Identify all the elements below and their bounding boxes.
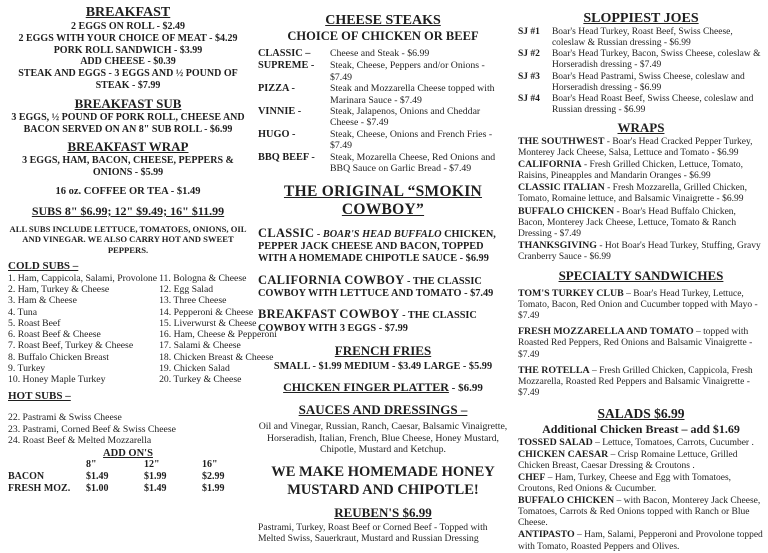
sloppy-joe-item — [518, 49, 764, 71]
sloppy-joe-number: SJ #2 — [517, 49, 540, 60]
french-fries-sizes: SMALL - $1.99 MEDIUM - $3.49 LARGE - $5.99 — [273, 361, 493, 373]
subs-prices-line: SUBS 8" $6.99; 12" $9.49; 16" $11.99 — [31, 203, 225, 218]
add-ons-size-header: 16" — [202, 459, 218, 471]
sloppy-joe-number: SJ #3 — [517, 71, 540, 82]
specialty-name: TOM'S TURKEY CLUB — [517, 288, 624, 300]
add-ons-size-header: 8" — [86, 459, 97, 471]
hot-sub-item: 23. Pastrami, Corned Beef & Swiss Cheese — [8, 423, 176, 435]
cold-sub-item: 2. Ham, Turkey & Cheese — [8, 284, 110, 296]
wrap-item — [518, 159, 764, 182]
hot-subs-list — [8, 412, 248, 446]
hot-sub-item: 22. Pastrami & Swiss Cheese — [8, 412, 122, 424]
salad-item — [518, 472, 764, 495]
cold-sub-item: 3. Ham & Cheese — [8, 295, 77, 307]
breakfast-item: ADD CHEESE - $0.39 — [80, 56, 176, 68]
cheese-steak-name: BBQ BEEF - — [258, 151, 315, 163]
cheese-steak-name: PIZZA - — [258, 83, 295, 95]
cold-sub-item: 11. Bologna & Cheese — [159, 272, 247, 284]
cold-subs-title: COLD SUBS – — [8, 259, 79, 272]
cheese-steak-desc: Steak and Mozzarella Cheese topped with Marinara Sauce - $7.49 — [330, 83, 495, 106]
cold-sub-item: 15. Liverwurst & Cheese — [159, 317, 257, 329]
sloppy-joe-desc: Boar's Head Turkey, Bacon, Swiss Cheese, coleslaw & Horseradish dressing - $7.49 — [551, 49, 761, 71]
cheese-steak-desc: Cheese and Steak - $6.99 — [330, 48, 430, 60]
cold-sub-item: 9. Turkey — [8, 362, 46, 374]
breakfast-wrap-section — [8, 140, 248, 179]
breakfast-item: PORK ROLL SANDWICH - $3.99 — [53, 44, 203, 56]
cowboy-item — [258, 226, 508, 266]
cowboy-item — [258, 307, 508, 335]
wrap-item — [518, 182, 764, 205]
reubens-desc: Pastrami, Turkey, Roast Beef or Corned Beef - Topped with Melted Swiss, Sauerkraut, Mustard and Russian Dressing — [258, 521, 488, 545]
cheese-steak-desc: Steak, Cheese, Onions and French Fries - $7.49 — [330, 128, 493, 152]
salads-title: SALADS $6.99 — [597, 406, 685, 422]
cheese-steaks-title: CHEESE STEAKS — [325, 13, 441, 28]
breakfast-wrap-desc: 3 EGGS, HAM, BACON, CHEESE, PEPPERS & ONIONS - $5.99 — [22, 155, 234, 179]
cowboy-item-desc: - THE CLASSIC COWBOY WITH 3 EGGS - $7.99 — [258, 310, 477, 334]
cheese-steak-desc: Steak, Mozarella Cheese, Red Onions and BBQ Sauce on Garlic Bread - $7.49 — [330, 151, 496, 175]
cowboy-list — [258, 226, 508, 335]
breakfast-wrap-title: BREAKFAST WRAP — [67, 139, 189, 155]
wrap-desc: - Hot Boar's Head Turkey, Stuffing, Gravy Cranberry Sauce - $6.99 — [517, 240, 761, 262]
breakfast-item: STEAK AND EGGS - 3 EGGS AND ½ POUND OF STEAK - $7.99 — [18, 68, 238, 92]
cold-sub-item: 5. Roast Beef — [8, 317, 61, 329]
column-cheesesteaks — [258, 5, 508, 553]
wrap-desc: - Boar's Head Buffalo Chicken, Bacon, Monterey Jack Cheese, Lettuce, Tomato & Ranch Dressing - $7.49 — [517, 206, 737, 239]
chicken-finger-title: CHICKEN FINGER PLATTER — [283, 380, 449, 395]
cheese-steaks-list — [258, 48, 508, 175]
sloppy-joe-desc: Boar's Head Roast Beef, Swiss Cheese, coleslaw and Russian dressing - $6.99 — [551, 93, 754, 115]
cheese-steak-name: HUGO - — [258, 128, 296, 140]
wrap-name: BUFFALO CHICKEN — [517, 205, 615, 217]
sloppy-joe-number: SJ #1 — [517, 27, 540, 38]
specialty-item — [518, 365, 764, 399]
smokin-cowboy-title: THE ORIGINAL “SMOKIN COWBOY” — [283, 182, 483, 218]
add-on-price-8: $1.00 — [86, 483, 109, 495]
cowboy-item-desc: - THE CLASSIC COWBOY WITH LETTUCE AND TOMATO - $7.49 — [258, 275, 494, 300]
sloppy-joe-item — [518, 72, 764, 94]
cowboy-item-name: CLASSIC — [258, 225, 315, 240]
wrap-item — [518, 206, 764, 240]
sauces-desc: Oil and Vinegar, Russian, Ranch, Caesar, Balsamic Vinaigrette, Horseradish, Italian, French, Blue Cheese, Honey Mustard, Chipotle, Mustard and Ketchup. — [258, 420, 508, 456]
cold-subs-list — [8, 272, 277, 386]
add-on-price-16: $2.99 — [202, 471, 225, 483]
coffee-line: 16 oz. COFFEE OR TEA - $1.49 — [55, 185, 201, 197]
wraps-list — [518, 136, 764, 263]
add-ons-section — [8, 448, 248, 495]
specialty-desc: – topped with Roasted Red Peppers, Red Onions and Balsamic Vinaigrette - $7.49 — [517, 327, 753, 360]
cheese-steak-item — [258, 48, 508, 60]
cold-sub-item: 13. Three Cheese — [159, 295, 227, 307]
breakfast-sub-title: BREAKFAST SUB — [74, 95, 182, 111]
salad-desc: – Crisp Romaine Lettuce, Grilled Chicken Breast, Caesar Dressing & Croutons . — [517, 449, 738, 471]
sloppy-joe-desc: Boar's Head Pastrami, Swiss Cheese, coleslaw and Horseradish dressing - $6.99 — [551, 71, 745, 93]
cheese-steak-item — [258, 129, 508, 152]
cold-sub-item: 19. Chicken Salad — [159, 362, 230, 374]
cheese-steak-name: VINNIE - — [258, 105, 302, 117]
specialty-item — [518, 288, 764, 322]
salad-name: TOSSED SALAD — [517, 436, 593, 448]
cowboy-item-desc: CHICKEN, PEPPER JACK CHEESE AND BACON, TOPPED WITH A HOMEMADE CHIPOTLE SAUCE - $6.99 — [258, 228, 496, 265]
salad-item — [518, 529, 764, 552]
cheese-steak-item — [258, 83, 508, 106]
cheese-steak-desc: Steak, Jalapenos, Onions and Cheddar Cheese - $7.49 — [330, 105, 481, 129]
cheese-steak-item — [258, 60, 508, 83]
add-on-label: FRESH MOZ. — [8, 483, 71, 495]
breakfast-sub-section — [8, 97, 248, 136]
cheese-steak-desc: Steak, Cheese, Peppers and/or Onions - $7.49 — [330, 60, 485, 83]
sloppy-joe-number: SJ #4 — [517, 93, 540, 104]
sloppy-joe-item — [518, 94, 764, 116]
sloppiest-joes-list — [518, 27, 764, 116]
add-ons-rows — [8, 471, 248, 495]
reubens-title: REUBEN'S $6.99 — [334, 504, 432, 520]
subs-note: ALL SUBS INCLUDE LETTUCE, TOMATOES, ONIONS, OIL AND VINEGAR. WE ALSO CARRY HOT AND SWEET PEPPERS. — [9, 223, 247, 255]
hot-sub-item: 24. Roast Beef & Melted Mozzarella — [8, 434, 152, 446]
cold-sub-item: 1. Ham, Cappicola, Salami, Provolone — [8, 272, 158, 284]
add-ons-table — [8, 459, 248, 471]
sloppy-joe-item — [518, 27, 764, 49]
add-on-price-12: $1.49 — [144, 483, 167, 495]
salad-name: ANTIPASTO — [517, 529, 575, 541]
cold-sub-item: 18. Chicken Breast & Cheese — [159, 351, 274, 363]
specialty-list — [518, 288, 764, 399]
cold-sub-item: 8. Buffalo Chicken Breast — [8, 351, 109, 363]
specialty-desc: – Boar's Head Turkey, Lettuce, Tomato, Bacon, Red Onion and Cucumber topped with Mayo - $7.49 — [517, 289, 758, 322]
cold-sub-item: 12. Egg Salad — [159, 284, 214, 296]
cheese-steak-name: SUPREME - — [258, 60, 315, 72]
cold-sub-item: 14. Pepperoni & Cheese — [159, 306, 254, 318]
chicken-finger-platter — [258, 380, 508, 395]
cheese-steak-item — [258, 152, 508, 175]
breakfast-sub-desc: 3 EGGS, ½ POUND OF PORK ROLL, CHEESE AND BACON SERVED ON AN 8" SUB ROLL - $6.99 — [11, 111, 245, 135]
specialty-name: FRESH MOZZARELLA AND TOMATO — [517, 326, 694, 338]
specialty-name: THE ROTELLA — [517, 364, 590, 376]
wrap-name: THANKSGIVING — [517, 239, 597, 251]
chicken-finger-price: - $6.99 — [448, 382, 483, 395]
cold-sub-item: 10. Honey Maple Turkey — [8, 374, 106, 386]
breakfast-section-title: BREAKFAST — [85, 5, 171, 20]
sauces-title: SAUCES AND DRESSINGS – — [298, 402, 468, 418]
salad-item — [518, 449, 764, 472]
cheese-steaks-subtitle: CHOICE OF CHICKEN OR BEEF — [287, 29, 479, 44]
cheese-steak-name: CLASSIC – — [258, 48, 311, 60]
cowboy-item — [258, 273, 508, 301]
add-ons-title: ADD ON'S — [103, 448, 153, 460]
add-on-price-12: $1.99 — [144, 471, 167, 483]
specialty-desc: – Fresh Grilled Chicken, Cappicola, Fresh Mozzarella, Roasted Red Peppers and Balsamic Vinaigrette - $7.49 — [517, 365, 753, 398]
salad-item — [518, 437, 764, 449]
wrap-item — [518, 136, 764, 159]
cold-sub-item: 4. Tuna — [8, 306, 38, 318]
specialty-sandwiches-title: SPECIALTY SANDWICHES — [558, 268, 724, 284]
specialty-item — [518, 326, 764, 360]
salad-name: BUFFALO CHICKEN — [517, 495, 615, 507]
salad-name: CHEF — [517, 471, 546, 483]
cold-subs-left — [8, 273, 157, 386]
wrap-desc: - Boar's Head Cracked Pepper Turkey, Monterey Jack Cheese, Salsa, Lettuce and Tomato - $6.99 — [517, 136, 753, 159]
salads-list — [518, 437, 764, 553]
wrap-desc: - Fresh Mozzarella, Grilled Chicken, Tomato, Romaine lettuce, and Balsamic Vinaigrette - $6.99 — [517, 183, 747, 205]
cowboy-item-name: BREAKFAST COWBOY — [258, 307, 400, 322]
salad-name: CHICKEN CAESAR — [517, 448, 609, 460]
add-on-price-8: $1.49 — [86, 471, 109, 483]
sloppiest-joes-title: SLOPPIEST JOES — [583, 11, 699, 26]
add-ons-size-header: 12" — [144, 459, 160, 471]
french-fries-title: FRENCH FRIES — [334, 343, 432, 359]
cowboy-item-lead: - BOAR'S HEAD BUFFALO — [314, 228, 442, 240]
cold-sub-item: 6. Roast Beef & Cheese — [8, 329, 101, 341]
breakfast-item: 2 EGGS ON ROLL - $2.49 — [71, 21, 185, 33]
add-on-label: BACON — [8, 471, 45, 483]
wrap-item — [518, 240, 764, 263]
sloppy-joe-desc: Boar's Head Turkey, Roast Beef, Swiss Cheese, coleslaw & Russian dressing - $6.99 — [551, 27, 733, 49]
breakfast-item: 2 EGGS WITH YOUR CHOICE OF MEAT - $4.29 — [18, 32, 238, 44]
salad-desc: – with Bacon, Monterey Jack Cheese, Tomatoes, Carrots & Red Onions topped with Ranch or Blue Cheese. — [517, 496, 761, 529]
cold-sub-item: 7. Roast Beef, Turkey & Cheese — [8, 340, 134, 352]
wrap-name: CALIFORNIA — [517, 159, 582, 171]
wraps-title: WRAPS — [617, 119, 665, 135]
cold-sub-item: 20. Turkey & Cheese — [159, 374, 242, 386]
salad-item — [518, 495, 764, 529]
breakfast-items — [8, 21, 248, 92]
salads-subtitle: Additional Chicken Breast – add $1.69 — [542, 421, 740, 436]
homemade-banner: WE MAKE HOMEMADE HONEY MUSTARD AND CHIPOTLE! — [271, 464, 495, 498]
salad-desc: – Lettuce, Tomatoes, Carrots, Cucumber . — [592, 437, 754, 448]
cold-sub-item: 16. Ham, Cheese & Pepperoni — [159, 329, 277, 341]
cowboy-item-name: CALIFORNIA COWBOY — [258, 272, 405, 287]
add-on-price-16: $1.99 — [202, 483, 225, 495]
salad-desc: – Ham, Salami, Pepperoni and Provolone topped with Tomato, Roasted Peppers and Olives. — [517, 530, 763, 552]
add-ons-corner-cell — [8, 459, 86, 471]
hot-subs-title: HOT SUBS – — [8, 390, 71, 403]
salad-desc: – Ham, Turkey, Cheese and Egg with Tomatoes, Croutons, Red Onions & Cucumber. — [517, 472, 732, 494]
wrap-name: CLASSIC ITALIAN — [517, 182, 605, 194]
cheese-steak-item — [258, 106, 508, 129]
wrap-desc: - Fresh Grilled Chicken, Lettuce, Tomato, Raisins, Pineapples and Mandarin Oranges - $6.99 — [517, 160, 744, 182]
column-specialties — [518, 5, 764, 553]
wrap-name: THE SOUTHWEST — [517, 135, 605, 147]
cold-sub-item: 17. Salami & Cheese — [159, 340, 241, 352]
